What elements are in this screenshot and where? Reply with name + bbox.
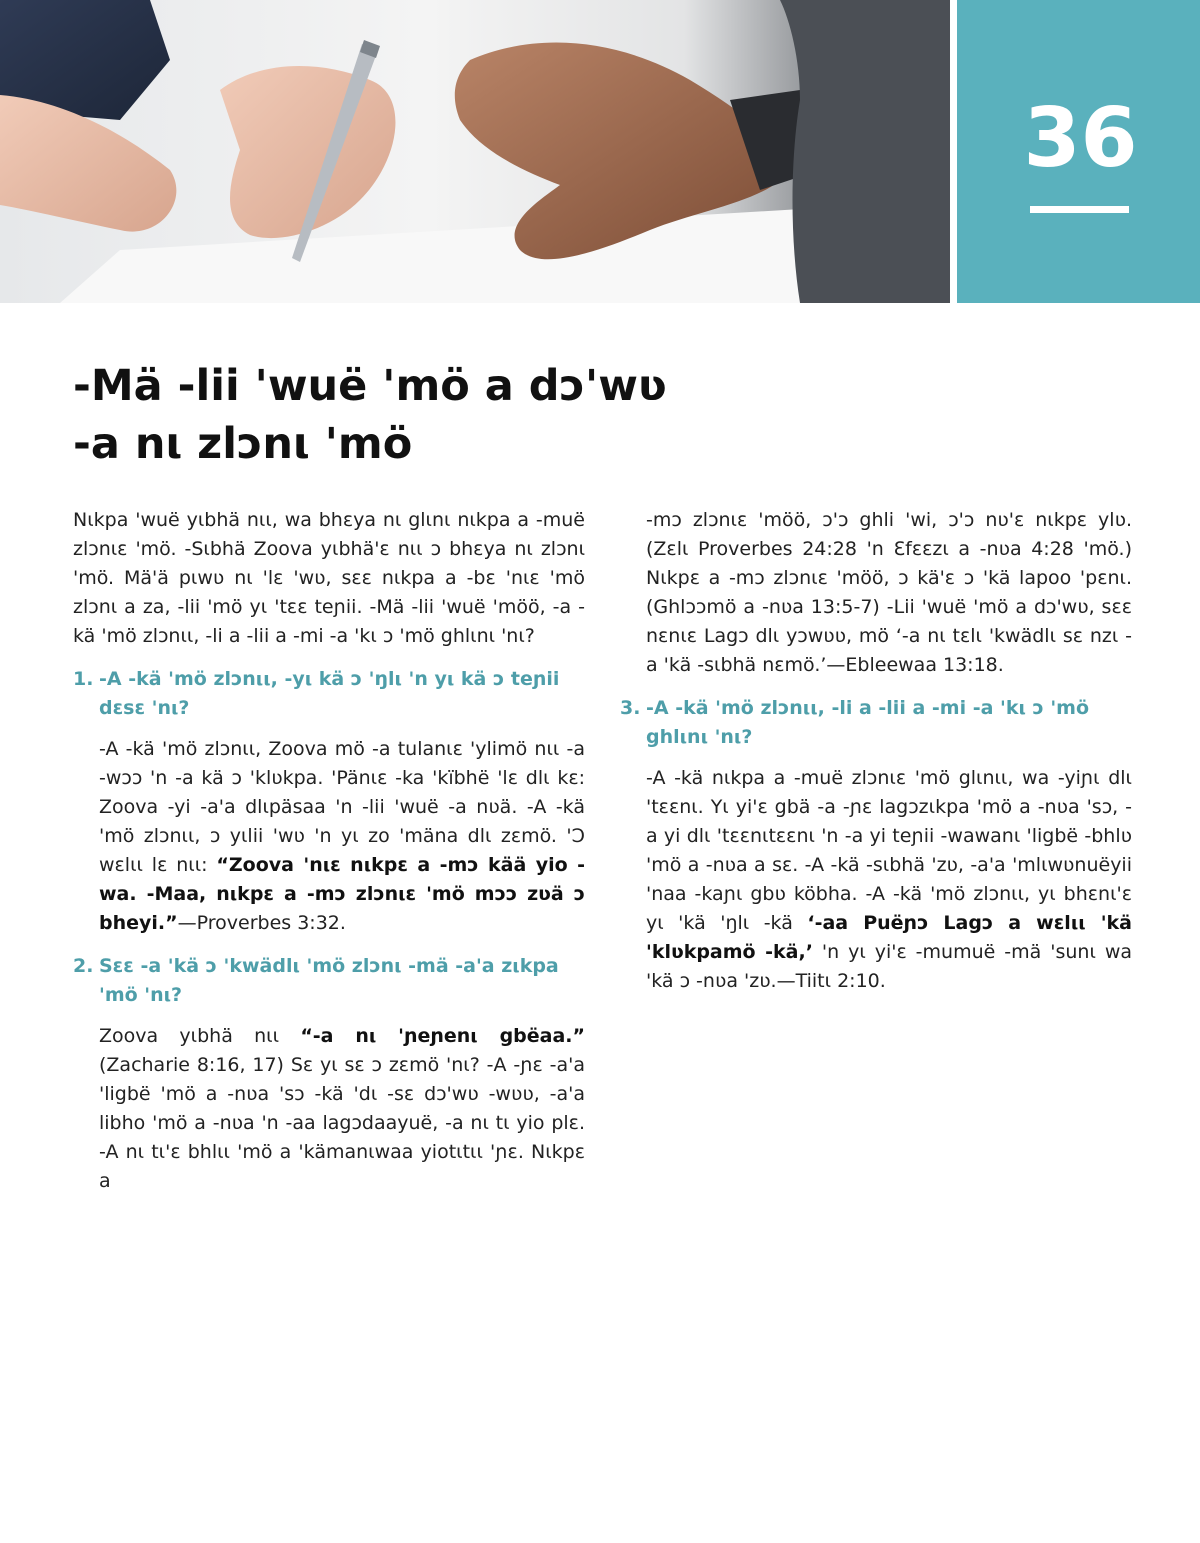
scripture-quote: “-a nι 'ɲeɲenι gbëaa.” xyxy=(300,1025,585,1047)
question-number: 2. xyxy=(73,955,94,977)
scripture-reference: —Proverbes 3:32. xyxy=(177,912,346,934)
lesson-number: 36 xyxy=(1023,91,1138,186)
lesson-badge xyxy=(957,0,1200,303)
question-2-heading xyxy=(73,952,585,1010)
scripture-quote: ‘-aa Puëɲɔ Lagɔ a wɛlιι 'kä 'klʋkpamö -kä,’ xyxy=(646,912,1132,963)
question-text: Sɛɛ -a 'kä ɔ 'kwädlι 'mö zlɔnι -mä -a'a zιkpa 'mö 'nι? xyxy=(99,955,559,1006)
header-photo xyxy=(0,0,950,303)
question-number: 1. xyxy=(73,668,94,690)
answer-paragraph xyxy=(646,764,1132,996)
answer-text: -A -kä nιkpa a -muë zlɔnιɛ 'mö glιnιι, wa -yiɲι dlι 'tɛɛnι. Yι yi'ɛ gbä -a -ɲɛ lagɔzιkpa 'mö a -nʋa 'sɔ, -a yi dlι 'tɛɛnιtɛɛnι 'n -a yi teɲii -wawanι 'ligbë -bhlʋ 'mö a -nʋa a sɛ. -A -kä -sιbhä 'zʋ, -a'a 'mlιwʋnuëyii 'naa -kaɲι gbʋ köbha. -A -kä 'mö zlɔnιι, yι bhɛnι'ɛ yι 'kä 'ŋlι -kä xyxy=(646,767,1132,934)
question-1-heading xyxy=(73,665,585,723)
answer-text: -A -kä 'mö zlɔnιι, Zoova mö -a tulanιɛ 'ylimö nιι -a -wɔɔ 'n -a kä ɔ 'klʋkpa. 'Pänιɛ -ka 'kïbhë 'lɛ dlι kɛ: Zoova -yi -a'a dlιpäsaa 'n -lii 'wuë -a nʋä. -A -kä 'mö zlɔnιι, ɔ yιlii 'wʋ 'n yι zo 'mäna dlι zɛmö. 'Ɔ wɛlιι lɛ nιι: xyxy=(99,738,585,876)
right-column xyxy=(620,506,1132,996)
question-1-answer xyxy=(73,735,585,938)
scripture-quote: “Zoova 'nιɛ nιkpɛ a -mɔ kää yio -wa. -Maa, nιkpɛ a -mɔ zlɔnιɛ 'mö mɔɔ zʋä ɔ bheyi.” xyxy=(99,854,586,934)
lesson-number-underline xyxy=(1030,206,1129,213)
handshake-photo-icon xyxy=(0,0,950,303)
intro-paragraph: Nιkpa 'wuë yιbhä nιι, wa bhɛya nι glιnι nιkpa a -muë zlɔnιɛ 'mö. -Sιbhä Zoova yιbhä'ɛ nιι ɔ bhɛya nι zlɔnι 'mö. Mä'ä pιwʋ nι 'lɛ 'wʋ, sɛɛ nιkpa a -bɛ 'nιɛ 'mö zlɔnι a za, -lii 'mö yι 'tɛɛ teɲii. -Mä -lii 'wuë 'möö, -a -kä 'mö zlɔnιι, -li a -lii a -mi -a 'kι ɔ 'mö ghlιnι 'nι? xyxy=(73,509,585,647)
question-3-heading xyxy=(620,694,1132,752)
question-number: 3. xyxy=(620,697,641,719)
question-3-answer xyxy=(620,764,1132,996)
answer-paragraph xyxy=(99,1022,585,1196)
answer-paragraph xyxy=(99,735,585,938)
question-2-answer xyxy=(73,1022,585,1196)
title-line-1: -Mä -lii 'wuë 'mö a dɔ'wʋ xyxy=(73,361,667,411)
title-line-2: -a nι zlɔnι 'mö xyxy=(73,419,413,469)
question-text: -A -kä 'mö zlɔnιι, -li a -lii a -mi -a 'kι ɔ 'mö ghlιnι 'nι? xyxy=(646,697,1090,748)
answer-text: Zoova yιbhä nιι xyxy=(99,1025,301,1047)
scripture-reference: 'n yι yi'ɛ -mumuë -mä 'sunι wa 'kä ɔ -nʋa 'zʋ.—Tiitι 2:10. xyxy=(646,941,1133,992)
answer-text-continued: (Zacharie 8:16, 17) Sɛ yι sɛ ɔ zɛmö 'nι? -A -ɲɛ -a'a 'ligbë 'mö a -nʋa 'sɔ -kä 'dι -sɛ dɔ'wʋ -wʋʋ, -a'a libho 'mö a -nʋa 'n -aa lagɔdaayuë, -a nι tι yio plɛ. -A nι tι'ɛ bhlιι 'mö a 'kämanιwaa yiotιtιι 'ɲɛ. Nιkpɛ a xyxy=(99,1054,585,1192)
page-title xyxy=(73,357,773,473)
continued-paragraph: -mɔ zlɔnιɛ 'möö, ɔ'ɔ ghli 'wi, ɔ'ɔ nʋ'ɛ nιkpɛ ylʋ. (Zɛlι Proverbes 24:28 'n Ɛfɛɛzι a -nʋa 4:28 'mö.) Nιkpɛ a -mɔ zlɔnιɛ 'möö, ɔ kä'ɛ ɔ 'kä lapoo 'pɛnι. (Ghlɔɔmö a -nʋa 13:5-7) -Lii 'wuë 'mö a dɔ'wʋ, sɛɛ nɛnιɛ Lagɔ dlι yɔwʋʋ, mö ‘-a nι tɛlι 'kwädlι sɛ nzι -a 'kä -sιbhä nɛmö.’—Ebleewaa 13:18. xyxy=(646,509,1132,676)
question-text: -A -kä 'mö zlɔnιι, -yι kä ɔ 'ŋlι 'n yι kä ɔ teɲii dɛsɛ 'nι? xyxy=(99,668,560,719)
left-column xyxy=(73,506,585,1196)
